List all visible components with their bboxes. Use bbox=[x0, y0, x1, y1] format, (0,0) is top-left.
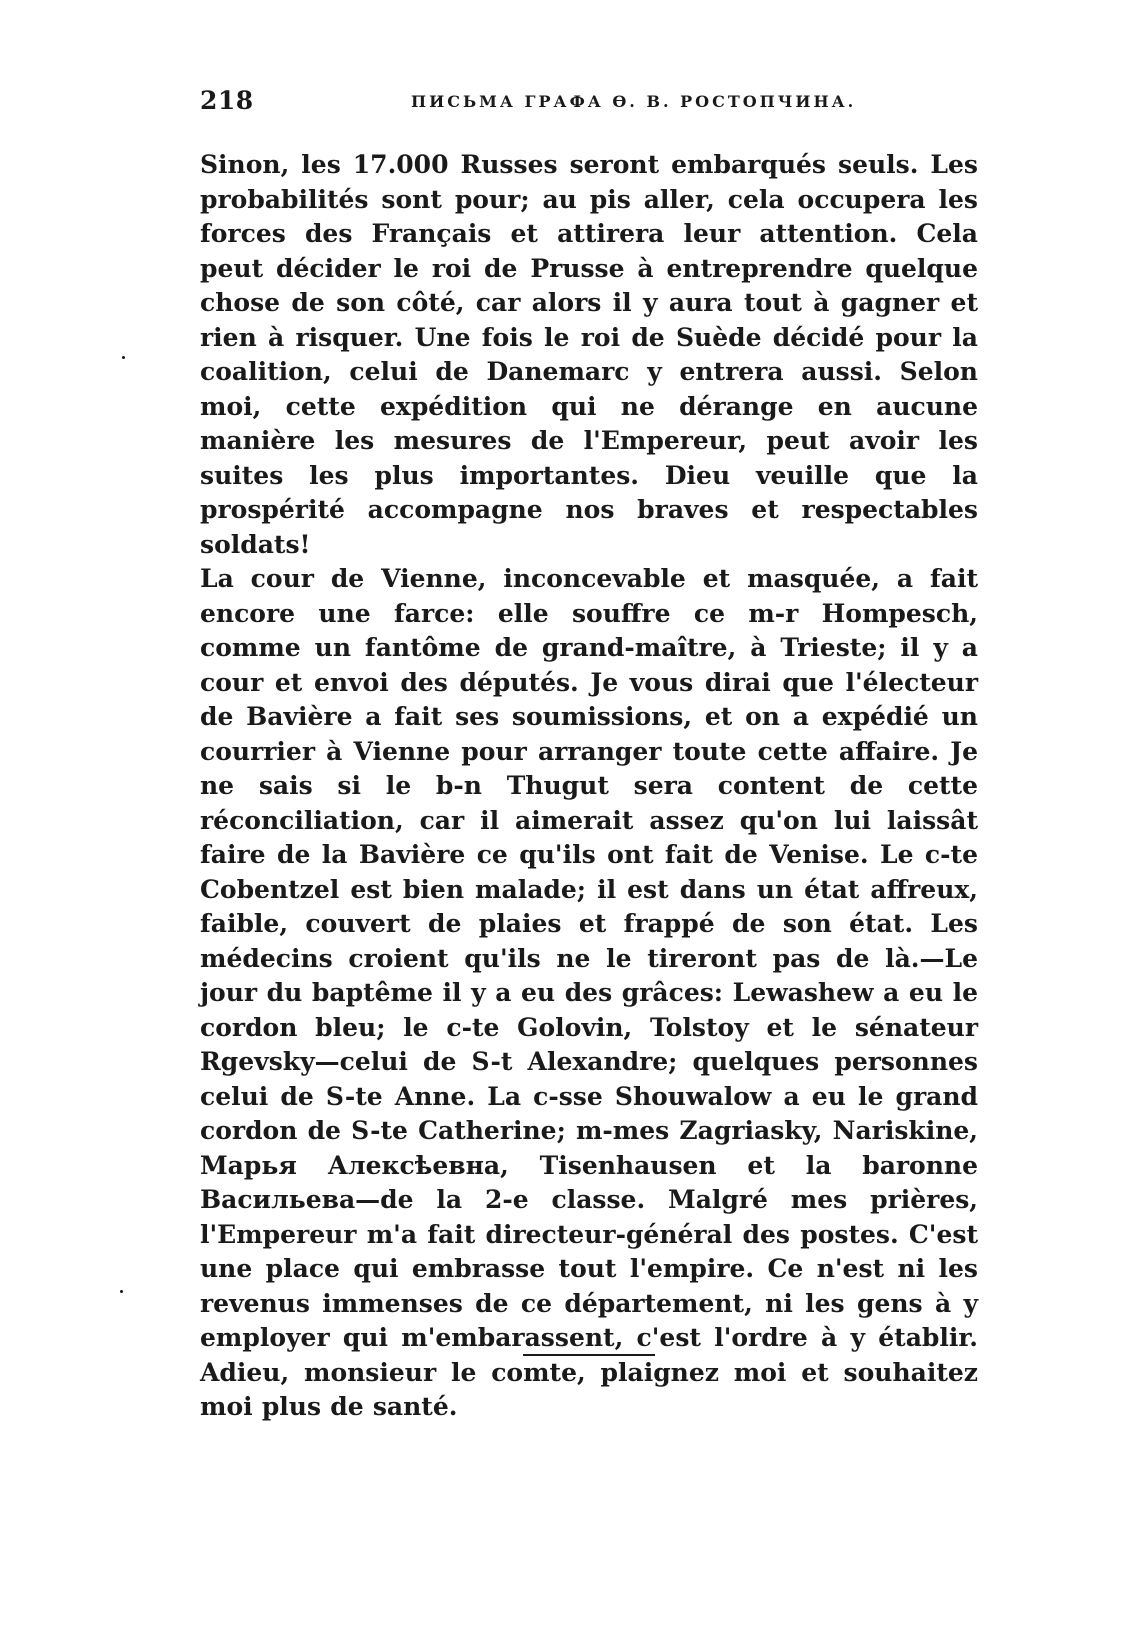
scan-speck bbox=[120, 1290, 123, 1293]
page-header bbox=[200, 86, 978, 120]
letter-body bbox=[200, 148, 978, 1425]
paragraph-1: Sinon, les 17.000 Russes seront embarqués seuls. Les probabilités sont pour; au pis aller, cela occupera les forces des Français et attirera leur attention. Cela peut décider le roi de Prusse à entreprendre quelque chose de son côté, car alors il y aura tout à gagner et rien à risquer. Une fois le roi de Suède décidé pour la coalition, celui de Danemarc y entrera aussi. Selon moi, cette expédition qui ne dérange en aucune manière les mesures de l'Empereur, peut avoir les suites les plus importantes. Dieu veuille que la prospérité accompagne nos braves et respectables soldats! bbox=[200, 150, 978, 559]
scan-speck bbox=[122, 356, 125, 359]
end-rule bbox=[523, 1354, 655, 1356]
page-number: 218 bbox=[200, 86, 254, 115]
paragraph-2: La cour de Vienne, inconcevable et masquée, a fait encore une farce: elle souffre ce m-r Hompesch, comme un fantôme de grand-maître, à Trieste; il y a cour et envoi des députés. Je vous dirai que l'électeur de Bavière a fait ses soumissions, et on a expédié un courrier à Vienne pour arranger toute cette affaire. Je ne sais si le b-n Thugut sera content de cette réconciliation, car il aimerait assez qu'on lui laissât faire de la Bavière ce qu'ils ont fait de Venise. Le c-te Cobentzel est bien malade; il est dans un état affreux, faible, couvert de plaies et frappé de son état. Les médecins croient qu'ils ne le tireront pas de là.—Le jour du baptême il y a eu des grâces: Lewashew a eu le cordon bleu; le c-te Golovin, Tolstoy et le sénateur Rgevsky—celui de S-t Alexandre; quelques personnes celui de S-te Anne. La c-sse Shouwalow a eu le grand cordon de S-te Catherine; m-mes Zagriasky, Nariskine, Марья Алексѣевна, Tisenhausen et la baronne Васильева—de la 2-e classe. Malgré mes prières, l'Empereur m'a fait directeur-général des postes. C'est une place qui embrasse tout l'empire. Ce n'est ni les revenus immenses de ce département, ni les gens à y employer qui m'embarassent, c'est l'ordre à y établir. Adieu, monsieur le comte, plaignez moi et souhaitez moi plus de santé. bbox=[200, 564, 978, 1421]
running-title: ПИСЬМА ГРАФА Ө. В. РОСТОПЧИНА. bbox=[411, 92, 857, 111]
